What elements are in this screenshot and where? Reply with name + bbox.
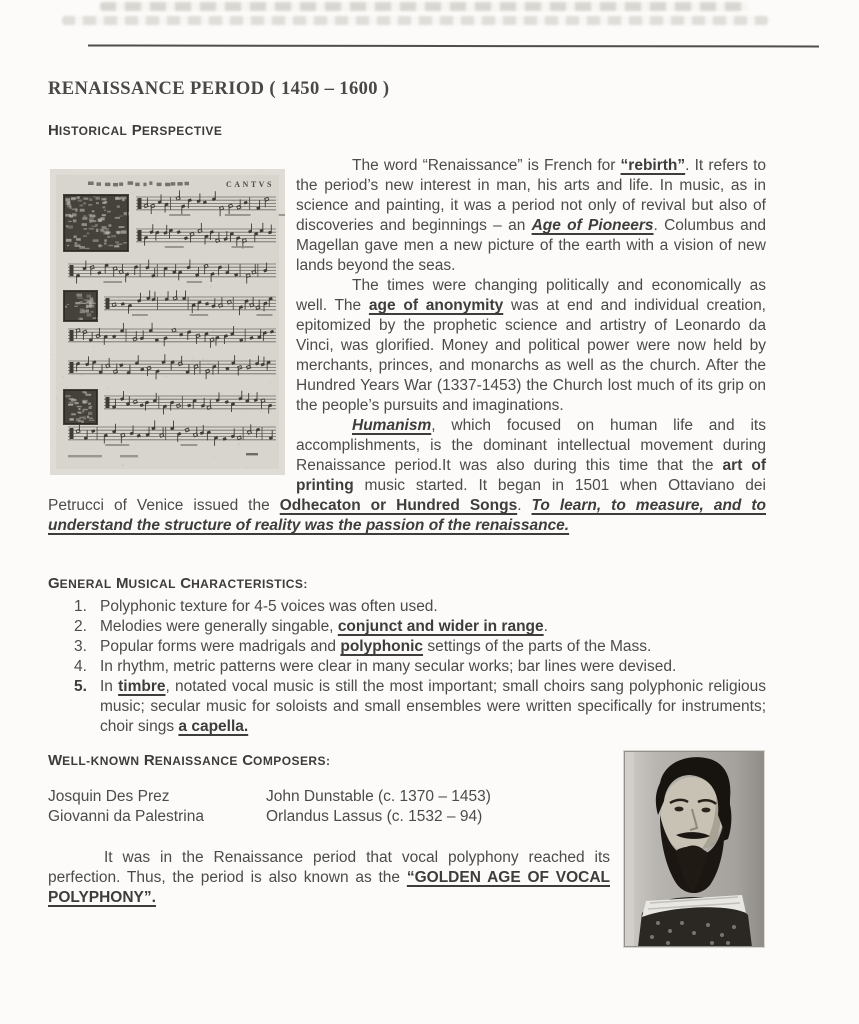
characteristics-list xyxy=(48,597,766,737)
conclusion-paragraph: It was in the Renaissance period that vocal polyphony reached its perfection. Thus, the period is also known as the “GOLDEN AGE OF VOCAL POLYPHONY”. xyxy=(48,849,610,906)
list-item-3 xyxy=(48,637,766,657)
list-item-text: Popular forms were madrigals and polyphonic settings of the parts of the Mass. xyxy=(100,638,652,655)
page-title: RENAISSANCE PERIOD ( 1450 – 1600 ) xyxy=(48,79,390,99)
svg-text:CANTVS: CANTVS xyxy=(226,180,274,189)
article-body xyxy=(48,156,766,957)
list-item-number: 4. xyxy=(74,658,87,675)
list-item-4 xyxy=(48,657,766,677)
paragraph-rebirth: The word “Renaissance” is French for “rebirth”. It refers to the period’s new interest in man, his arts and life. In music, as in science and painting, it was a period not only of revival but also of discoveries and beginnings – an Age of Pioneers. Columbus and Magellan gave men a new picture of the earth with a vision of new lands beyond the seas. xyxy=(296,157,767,274)
list-item-text: Melodies were generally singable, conjunct and wider in range. xyxy=(100,618,548,635)
section-heading-historical-perspective: HISTORICAL PERSPECTIVE xyxy=(48,122,223,139)
list-item-text: Polyphonic texture for 4-5 voices was often used. xyxy=(100,598,438,615)
music-manuscript-figure xyxy=(50,169,285,475)
list-item-text: In rhythm, metric patterns were clear in many secular works; bar lines were devised. xyxy=(100,658,677,675)
bleedthrough-smudge-bottom xyxy=(62,16,768,25)
composer-portrait-image xyxy=(624,751,764,947)
list-item-text: In timbre, notated vocal music is still the most important; small choirs sang polyphonic religious music; secular music for soloists and small ensembles were written specifically for instruments; choir sings a capella. xyxy=(100,678,767,735)
composers-grid xyxy=(48,787,610,827)
list-item-2 xyxy=(48,617,766,637)
list-item-number: 5. xyxy=(74,678,87,695)
composer-name: Josquin Des Prez xyxy=(48,788,170,805)
composer-name: Orlandus Lassus (c. 1532 – 94) xyxy=(266,808,483,825)
paragraph-humanism: Humanism, which focused on human life and its accomplishments, is the dominant intellectual movement during Renaissance period.It was also during this time that the art of printing music started. It began in 1501 when Ottaviano dei Petrucci of Venice issued the Odhecaton or Hundred Songs. To learn, to measure, and to understand the structure of reality was the passion of the renaissance. xyxy=(48,417,767,534)
list-item-5 xyxy=(48,677,766,737)
list-item-number: 2. xyxy=(74,618,87,635)
music-manuscript-image xyxy=(50,169,285,475)
bleedthrough-smudge-top xyxy=(100,2,748,11)
list-item-number: 3. xyxy=(74,638,87,655)
section-heading-musical-characteristics: GENERAL MUSICAL CHARACTERISTICS: xyxy=(48,575,308,592)
composers-section xyxy=(48,751,766,908)
composer-name: Giovanni da Palestrina xyxy=(48,808,204,825)
composer-portrait-figure xyxy=(624,751,764,947)
section-heading-composers: WELL-KNOWN RENAISSANCE COMPOSERS: xyxy=(48,752,331,769)
paragraph-times-changing: The times were changing politically and economically as well. The age of anonymity was at end and individual creation, epitomized by the prophetic science and artistry of Leonardo da Vinci, was glorified. Money and political power were now held by merchants, princes, and monarchs as well as the church. After the Hundred Years War (1337-1453) the Church lost much of its grip on the people’s pursuits and imaginations. xyxy=(296,277,766,414)
composer-name: John Dunstable (c. 1370 – 1453) xyxy=(266,788,491,805)
list-item-1 xyxy=(48,597,766,617)
horizontal-divider-rule xyxy=(88,44,819,47)
list-item-number: 1. xyxy=(74,598,87,615)
